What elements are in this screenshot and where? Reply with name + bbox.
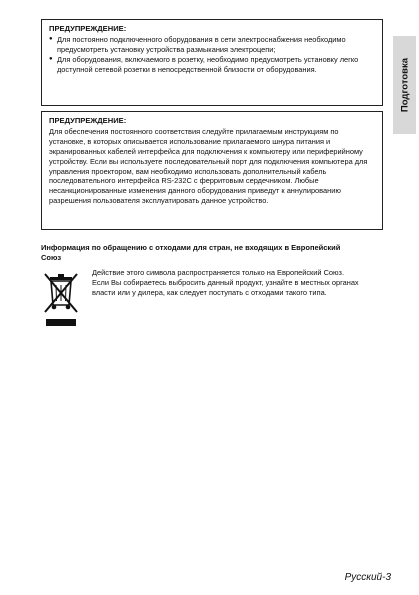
crossed-out-wheelie-bin-icon: [41, 271, 81, 329]
disposal-text: [92, 268, 384, 298]
page-number: Русский-3: [344, 572, 391, 583]
warning-body-2: Для обеспечения постоянного соответствия следуйте прилагаемым инструкциям по установке, в которых описывается использование прилагаемого шнура питания и экранированных кабелей интерфейса для подключения к компьютеру или периферийному устройству. Если вы используете последовательный порт для подключения компьютера для управления проектором, вам необходимо использовать дополнительный кабель последовательного интерфейса RS-232C с ферритовым сердечником. Любые несанкционированные изменения данного оборудования приведут к аннулированию разрешения пользователя эксплуатировать данное устройство.: [49, 126, 368, 206]
warning-title-2: ПРЕДУПРЕЖДЕНИЕ:: [49, 116, 127, 125]
disposal-paragraph-2: Если Вы собираетесь выбросить данный продукт, узнайте в местных органах власти или у дилера, как следует поступать с отходами такого типа.: [92, 278, 359, 298]
side-tab-label: Подготовка: [399, 57, 410, 113]
warning-bullet: [49, 35, 376, 55]
bullet-dot-icon: ●: [49, 55, 53, 62]
warning-box-2: [41, 111, 383, 230]
warning-title-1: ПРЕДУПРЕЖДЕНИЕ:: [49, 24, 127, 33]
disposal-paragraph-1: Действие этого символа распространяется только на Европейский Союз.: [92, 268, 344, 277]
warning-bullet-text: Для оборудования, включаемого в розетку, необходимо предусмотреть установку легко доступной сетевой розетки в непосредственной близости от оборудования.: [57, 54, 359, 74]
warning-bullet: [49, 55, 376, 75]
bullet-dot-icon: ●: [49, 35, 53, 42]
disposal-title: Информация по обращению с отходами для стран, не входящих в Европейский Союз: [41, 243, 341, 262]
warning-box-1: [41, 19, 383, 106]
warning-bullet-text: Для постоянно подключенного оборудования в сети электроснабжения необходимо предусмотреть установку устройства размыкания электроцепи;: [57, 34, 346, 54]
section-side-tab: [393, 36, 416, 134]
